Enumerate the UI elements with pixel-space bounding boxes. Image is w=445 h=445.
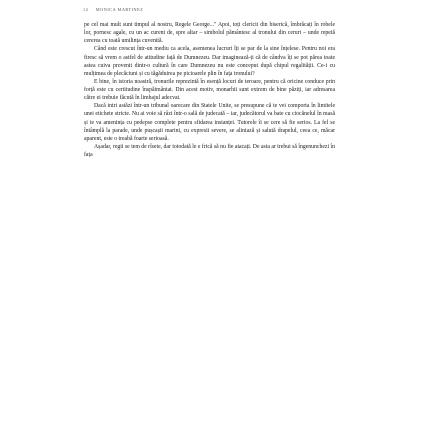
paragraph: E bine, în istoria noastră, tronurile reprezintă în esență locuri de teroare, pentru că oricine conduce prin forță este cu certitudine înspăimântat. Din acest motiv, monarhii sunt extrem de bine păziți, iar adresarea către ei trebuie făcută în limbajul adecvat. bbox=[84, 78, 335, 102]
paragraph: Așadar, regii se tem de rîsete, dar totodată le e frică să nu fie atacați. De asta ar trebui să îngenunchezi în fața bbox=[84, 143, 335, 158]
paragraph: Când este crescut într-un mediu ca acela, asemenea lucruri îți se par de la sine înțelese. Pentru noi era firesc să vrem o astfel de atitudine față de Dumnezeu. Dar imaginează-ți că de cândva îți se pot părea toate astea cuiva provenit dintr-o cultură în care Dumnezeu nu este conceput după chipul regalității. Ce-i cu mulțimea de plecăciuni și cu tăgăduirea pe picioarele plin în fața tronului? bbox=[84, 46, 335, 77]
running-head bbox=[83, 7, 373, 12]
page-number: 14 bbox=[83, 7, 89, 12]
body-text bbox=[84, 21, 335, 441]
paragraph: Dacă intri astăzi într-un tribunal oarecare din Statele Unite, se presupune că te vei comporta în limitele unei etichete stricte. Nu ai voie să râzi într-o sală de judecată – iar, judecătorul va bate cu ciocănelul în masă și te va amenința cu pedepse complete pentru sfidarea instanței. Tutorele îi se cere să fie serios. La fel se întâmplă la parade, unde pușcașii marini, cu expresii severe, se aliniază și salută drapelul, ceea ce, măcar aparent, este o treabă foarte serioasă. bbox=[84, 103, 335, 142]
running-head-title: MONICA MARTINEZ bbox=[95, 7, 144, 12]
paragraph: pe cel mai mult sunt timpul al nostru, Regele George..." Apoi, toți clericii din biserică, îmbrăcați în robele lor, pornesc agale, cu un ac curent de, spre altar – simbolul pământesc al tronului din ceruri – unde repetă cererea cu toată umilința cuvenită. bbox=[84, 22, 335, 45]
